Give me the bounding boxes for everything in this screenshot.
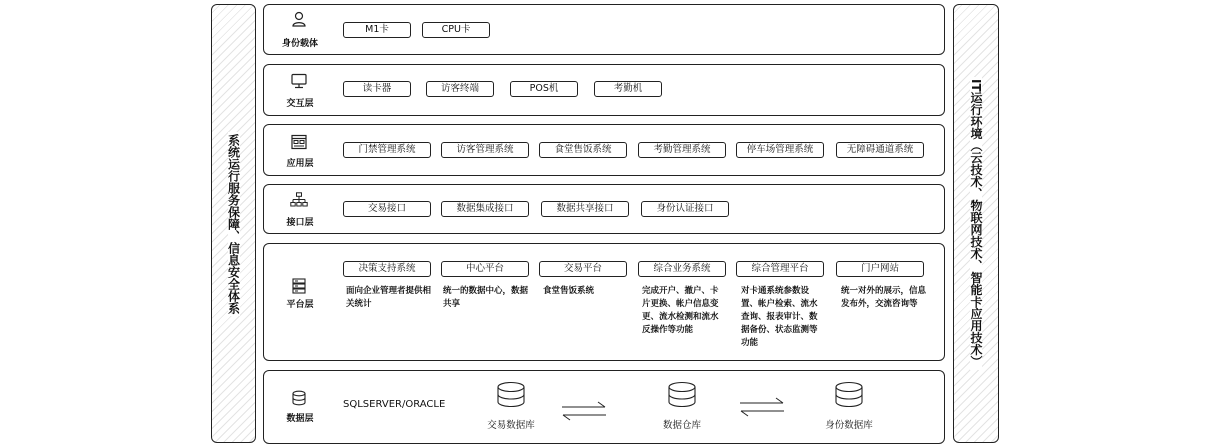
desc-integrated-management: 对卡通系统参数设置、帐户检索、流水查询、报表审计、数据备份、状态监测等功能	[741, 286, 818, 348]
tag-integrated-management: 综合管理平台	[736, 261, 824, 277]
tag-trading-platform: 交易平台	[539, 261, 627, 277]
person-icon	[290, 11, 308, 27]
layer-identity	[263, 4, 945, 55]
bidirectional-arrow-icon	[738, 396, 786, 418]
tag-cpu-card: CPU卡	[422, 22, 490, 38]
tag-central-platform: 中心平台	[441, 261, 529, 277]
layer-application	[263, 124, 945, 176]
tag-integrated-business: 综合业务系统	[638, 261, 726, 277]
desc-decision-support: 面向企业管理者提供相关统计	[346, 286, 432, 309]
transaction-db-label: 交易数据库	[487, 420, 535, 431]
db-engine-label: SQLSERVER/ORACLE	[343, 399, 446, 410]
identity-db-icon	[834, 381, 864, 409]
layer-name: 接口层	[286, 218, 314, 228]
desc-integrated-business: 完成开户、撤户、卡片更换、帐户信息变更、流水检测和流水反操作等功能	[642, 286, 719, 335]
bidirectional-arrow-icon	[560, 400, 608, 422]
tag-identity-auth-interface: 身份认证接口	[641, 201, 729, 217]
layer-name: 平台层	[286, 300, 314, 310]
tag-visitor-terminal: 访客终端	[426, 81, 494, 97]
tag-data-integration-interface: 数据集成接口	[441, 201, 529, 217]
app-window-icon	[290, 134, 308, 150]
layer-name: 交互层	[286, 99, 314, 109]
tag-barrier-free: 无障碍通道系统	[836, 142, 924, 158]
tag-parking: 停车场管理系统	[736, 142, 824, 158]
monitor-icon	[290, 73, 308, 89]
tag-m1-card: M1卡	[343, 22, 411, 38]
tag-transaction-interface: 交易接口	[343, 201, 431, 217]
tag-attendance-machine: 考勤机	[594, 81, 662, 97]
desc-portal-site: 统一对外的展示，信息发布外，交流咨询等	[841, 286, 927, 309]
layer-data	[263, 370, 945, 444]
layer-platform	[263, 243, 945, 361]
right-side-panel	[953, 4, 999, 443]
layer-name: 数据层	[286, 414, 314, 424]
layer-interface	[263, 184, 945, 234]
data-warehouse-label: 数据仓库	[662, 420, 701, 431]
tag-data-sharing-interface: 数据共享接口	[541, 201, 629, 217]
network-icon	[290, 192, 308, 208]
tag-portal-site: 门户网站	[836, 261, 924, 277]
desc-trading-platform: 食堂售饭系统	[543, 286, 595, 296]
desc-central-platform: 统一的数据中心，数据共享	[443, 286, 529, 309]
tag-attendance-management: 考勤管理系统	[638, 142, 726, 158]
database-icon	[290, 390, 308, 406]
tag-pos: POS机	[510, 81, 578, 97]
layer-name: 身份载体	[281, 39, 318, 49]
server-icon	[290, 278, 308, 294]
tag-canteen-meal: 食堂售饭系统	[539, 142, 627, 158]
left-panel-label: 系统运行服务保障、信息安全体系	[226, 133, 241, 314]
tag-decision-support: 决策支持系统	[343, 261, 431, 277]
tag-card-reader: 读卡器	[343, 81, 411, 97]
tag-access-control: 门禁管理系统	[343, 142, 431, 158]
left-side-panel	[211, 4, 256, 443]
transaction-db-icon	[496, 381, 526, 409]
right-panel-label: IT运行环境（云技术、物联网技术、智能卡应用技术）	[969, 79, 983, 368]
layer-interaction	[263, 64, 945, 116]
layer-name: 应用层	[286, 159, 314, 169]
identity-db-label: 身份数据库	[825, 420, 873, 431]
tag-visitor-management: 访客管理系统	[441, 142, 529, 158]
data-warehouse-icon	[667, 381, 697, 409]
